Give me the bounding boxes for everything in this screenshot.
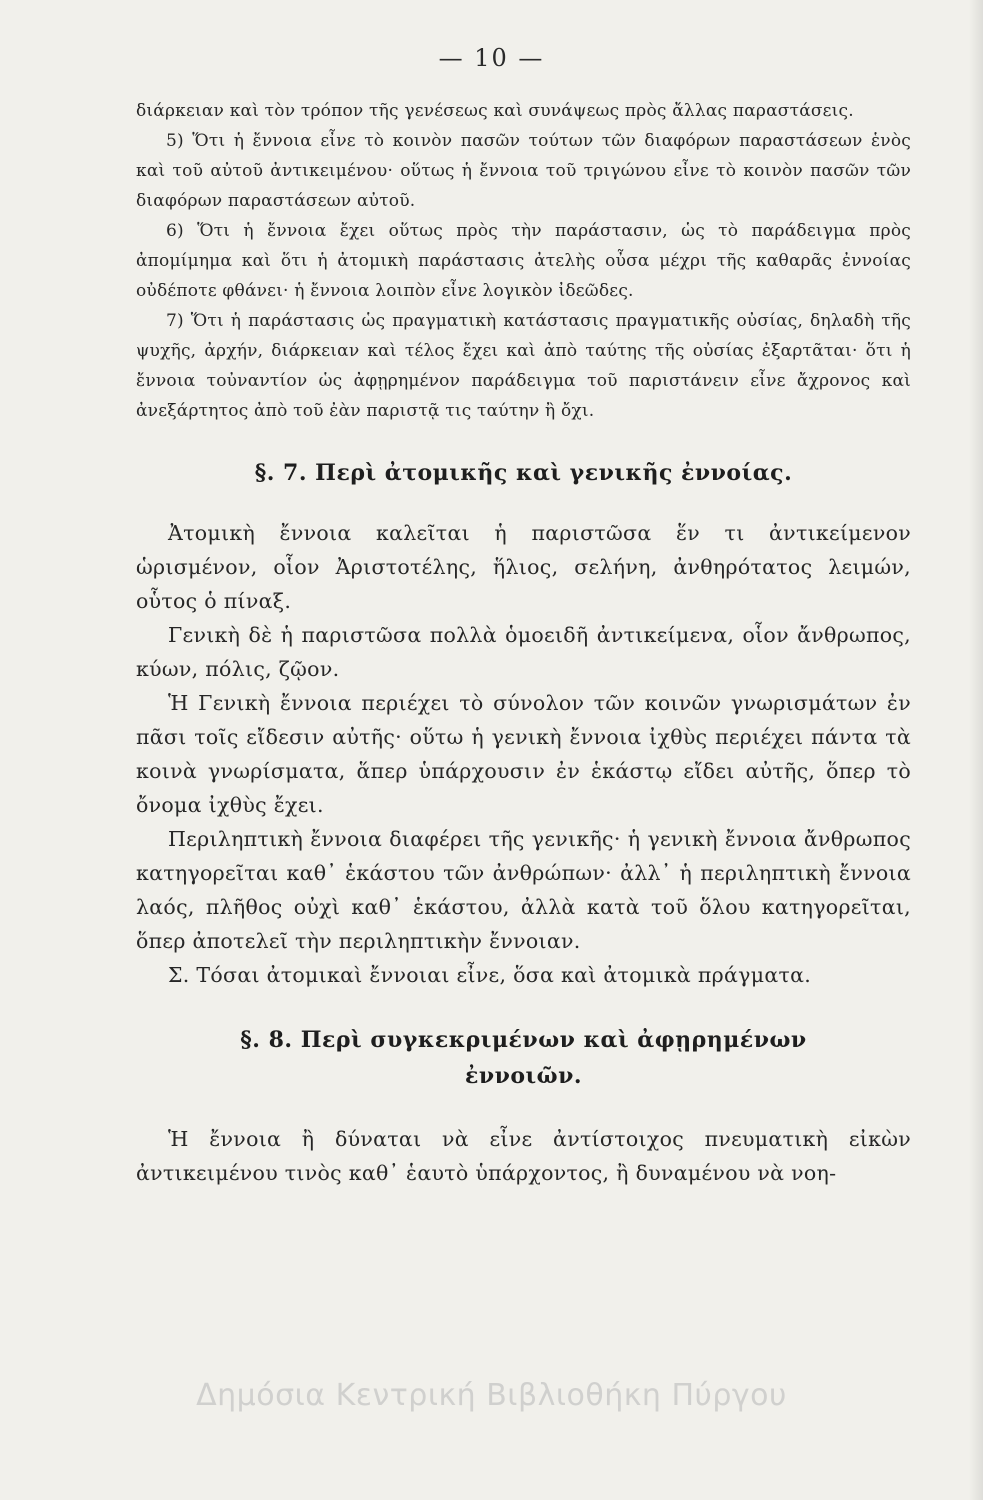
section-7-heading: §. 7. Περὶ ἀτομικῆς καὶ γενικῆς ἐννοίας.: [254, 460, 793, 486]
page-content: [136, 96, 911, 1190]
section-8-body: [136, 1122, 911, 1190]
section-7-note: Σ. Τόσαι ἀτομικαὶ ἔννοιαι εἶνε, ὅσα καὶ ἀτομικὰ πράγματα.: [168, 963, 812, 987]
section-8-heading-line-2: ἐννοιῶν.: [464, 1063, 583, 1089]
intro-paragraph-6: 6) Ὅτι ἡ ἔννοια ἔχει οὕτως πρὸς τὴν παράστασιν, ὡς τὸ παράδειγμα πρὸς ἀπομίμημα καὶ ὅτι ἡ ἀτομικὴ παράστασις ἀτελὴς οὖσα μέχρι τῆς καθαρᾶς ἐννοίας οὐδέποτε φθάνει· ἡ ἔννοια λοιπὸν εἶνε λογικὸν ἰδεῶδες.: [136, 221, 911, 301]
intro-block: [136, 96, 911, 426]
section-7-body: [136, 516, 911, 992]
section-7-paragraph: Περιληπτικὴ ἔννοια διαφέρει τῆς γενικῆς· ἡ γενικὴ ἔννοια ἄνθρωπος κατηγορεῖται καθ᾽ ἑκάστου τῶν ἀνθρώπων· ἀλλ᾽ ἡ περιληπτικὴ ἔννοια λαός, πλῆθος οὐχὶ καθ᾽ ἑκάστου, ἀλλὰ κατὰ τοῦ ὅλου κατηγορεῖται, ὅπερ ἀποτελεῖ τὴν περιληπτικὴν ἔννοιαν.: [136, 827, 911, 953]
intro-paragraph-7: 7) Ὅτι ἡ παράστασις ὡς πραγματικὴ κατάστασις πραγματικῆς οὐσίας, δηλαδὴ τῆς ψυχῆς, ἀρχήν, διάρκειαν καὶ τέλος ἔχει καὶ ἀπὸ ταύτης τῆς οὐσίας ἐξαρτᾶται· ὅτι ἡ ἔννοια τοὐναντίον ὡς ἀφῃρημένον παράδειγμα τοῦ παριστάνειν εἶνε ἄχρονος καὶ ἀνεξάρτητος ἀπὸ τοῦ ἐὰν παριστᾷ τις ταύτην ἢ ὄχι.: [136, 311, 911, 421]
page-number: — 10 —: [438, 44, 545, 72]
section-7-paragraph: Ἡ Γενικὴ ἔννοια περιέχει τὸ σύνολον τῶν κοινῶν γνωρισμάτων ἐν πᾶσι τοῖς εἴδεσιν αὐτῆς· οὕτω ἡ γενικὴ ἔννοια ἰχθὺς περιέχει πάντα τὰ κοινὰ γνωρίσματα, ἅπερ ὑπάρχουσιν ἐν ἑκάστῳ εἴδει αὐτῆς, ὅπερ τὸ ὄνομα ἰχθὺς ἔχει.: [136, 691, 911, 817]
section-8-heading-line-1: §. 8. Περὶ συγκεκριμένων καὶ ἀφῃρημένων: [240, 1027, 807, 1053]
page-edge-shadow: [969, 0, 983, 1500]
intro-paragraph-5: 5) Ὅτι ἡ ἔννοια εἶνε τὸ κοινὸν πασῶν τούτων τῶν διαφόρων παραστάσεων ἑνὸς καὶ τοῦ αὐτοῦ ἀντικειμένου· οὕτως ἡ ἔννοια τοῦ τριγώνου εἶνε τὸ κοινὸν πασῶν τῶν διαφόρων παραστάσεων αὐτοῦ.: [136, 131, 911, 211]
section-7-paragraph: Γενικὴ δὲ ἡ παριστῶσα πολλὰ ὁμοειδῆ ἀντικείμενα, οἷον ἄνθρωπος, κύων, πόλις, ζῷον.: [136, 623, 911, 681]
section-8-heading: [136, 1022, 911, 1094]
intro-paragraph-continuation: διάρκειαν καὶ τὸν τρόπον τῆς γενέσεως καὶ συνάψεως πρὸς ἄλλας παραστάσεις.: [136, 101, 854, 121]
library-watermark: Δημόσια Κεντρική Βιβλιοθήκη Πύργου: [196, 1378, 787, 1413]
section-7-paragraph: Ἀτομικὴ ἔννοια καλεῖται ἡ παριστῶσα ἕν τι ἀντικείμενον ὡρισμένον, οἷον Ἀριστοτέλης, ἥλιος, σελήνη, ἀνθηρότατος λειμών, οὗτος ὁ πίναξ.: [136, 521, 911, 613]
section-8-paragraph: Ἡ ἔννοια ἢ δύναται νὰ εἶνε ἀντίστοιχος πνευματικὴ εἰκὼν ἀντικειμένου τινὸς καθ᾽ ἑαυτὸ ὑπάρχοντος, ἢ δυναμένου νὰ νοη-: [136, 1127, 911, 1185]
